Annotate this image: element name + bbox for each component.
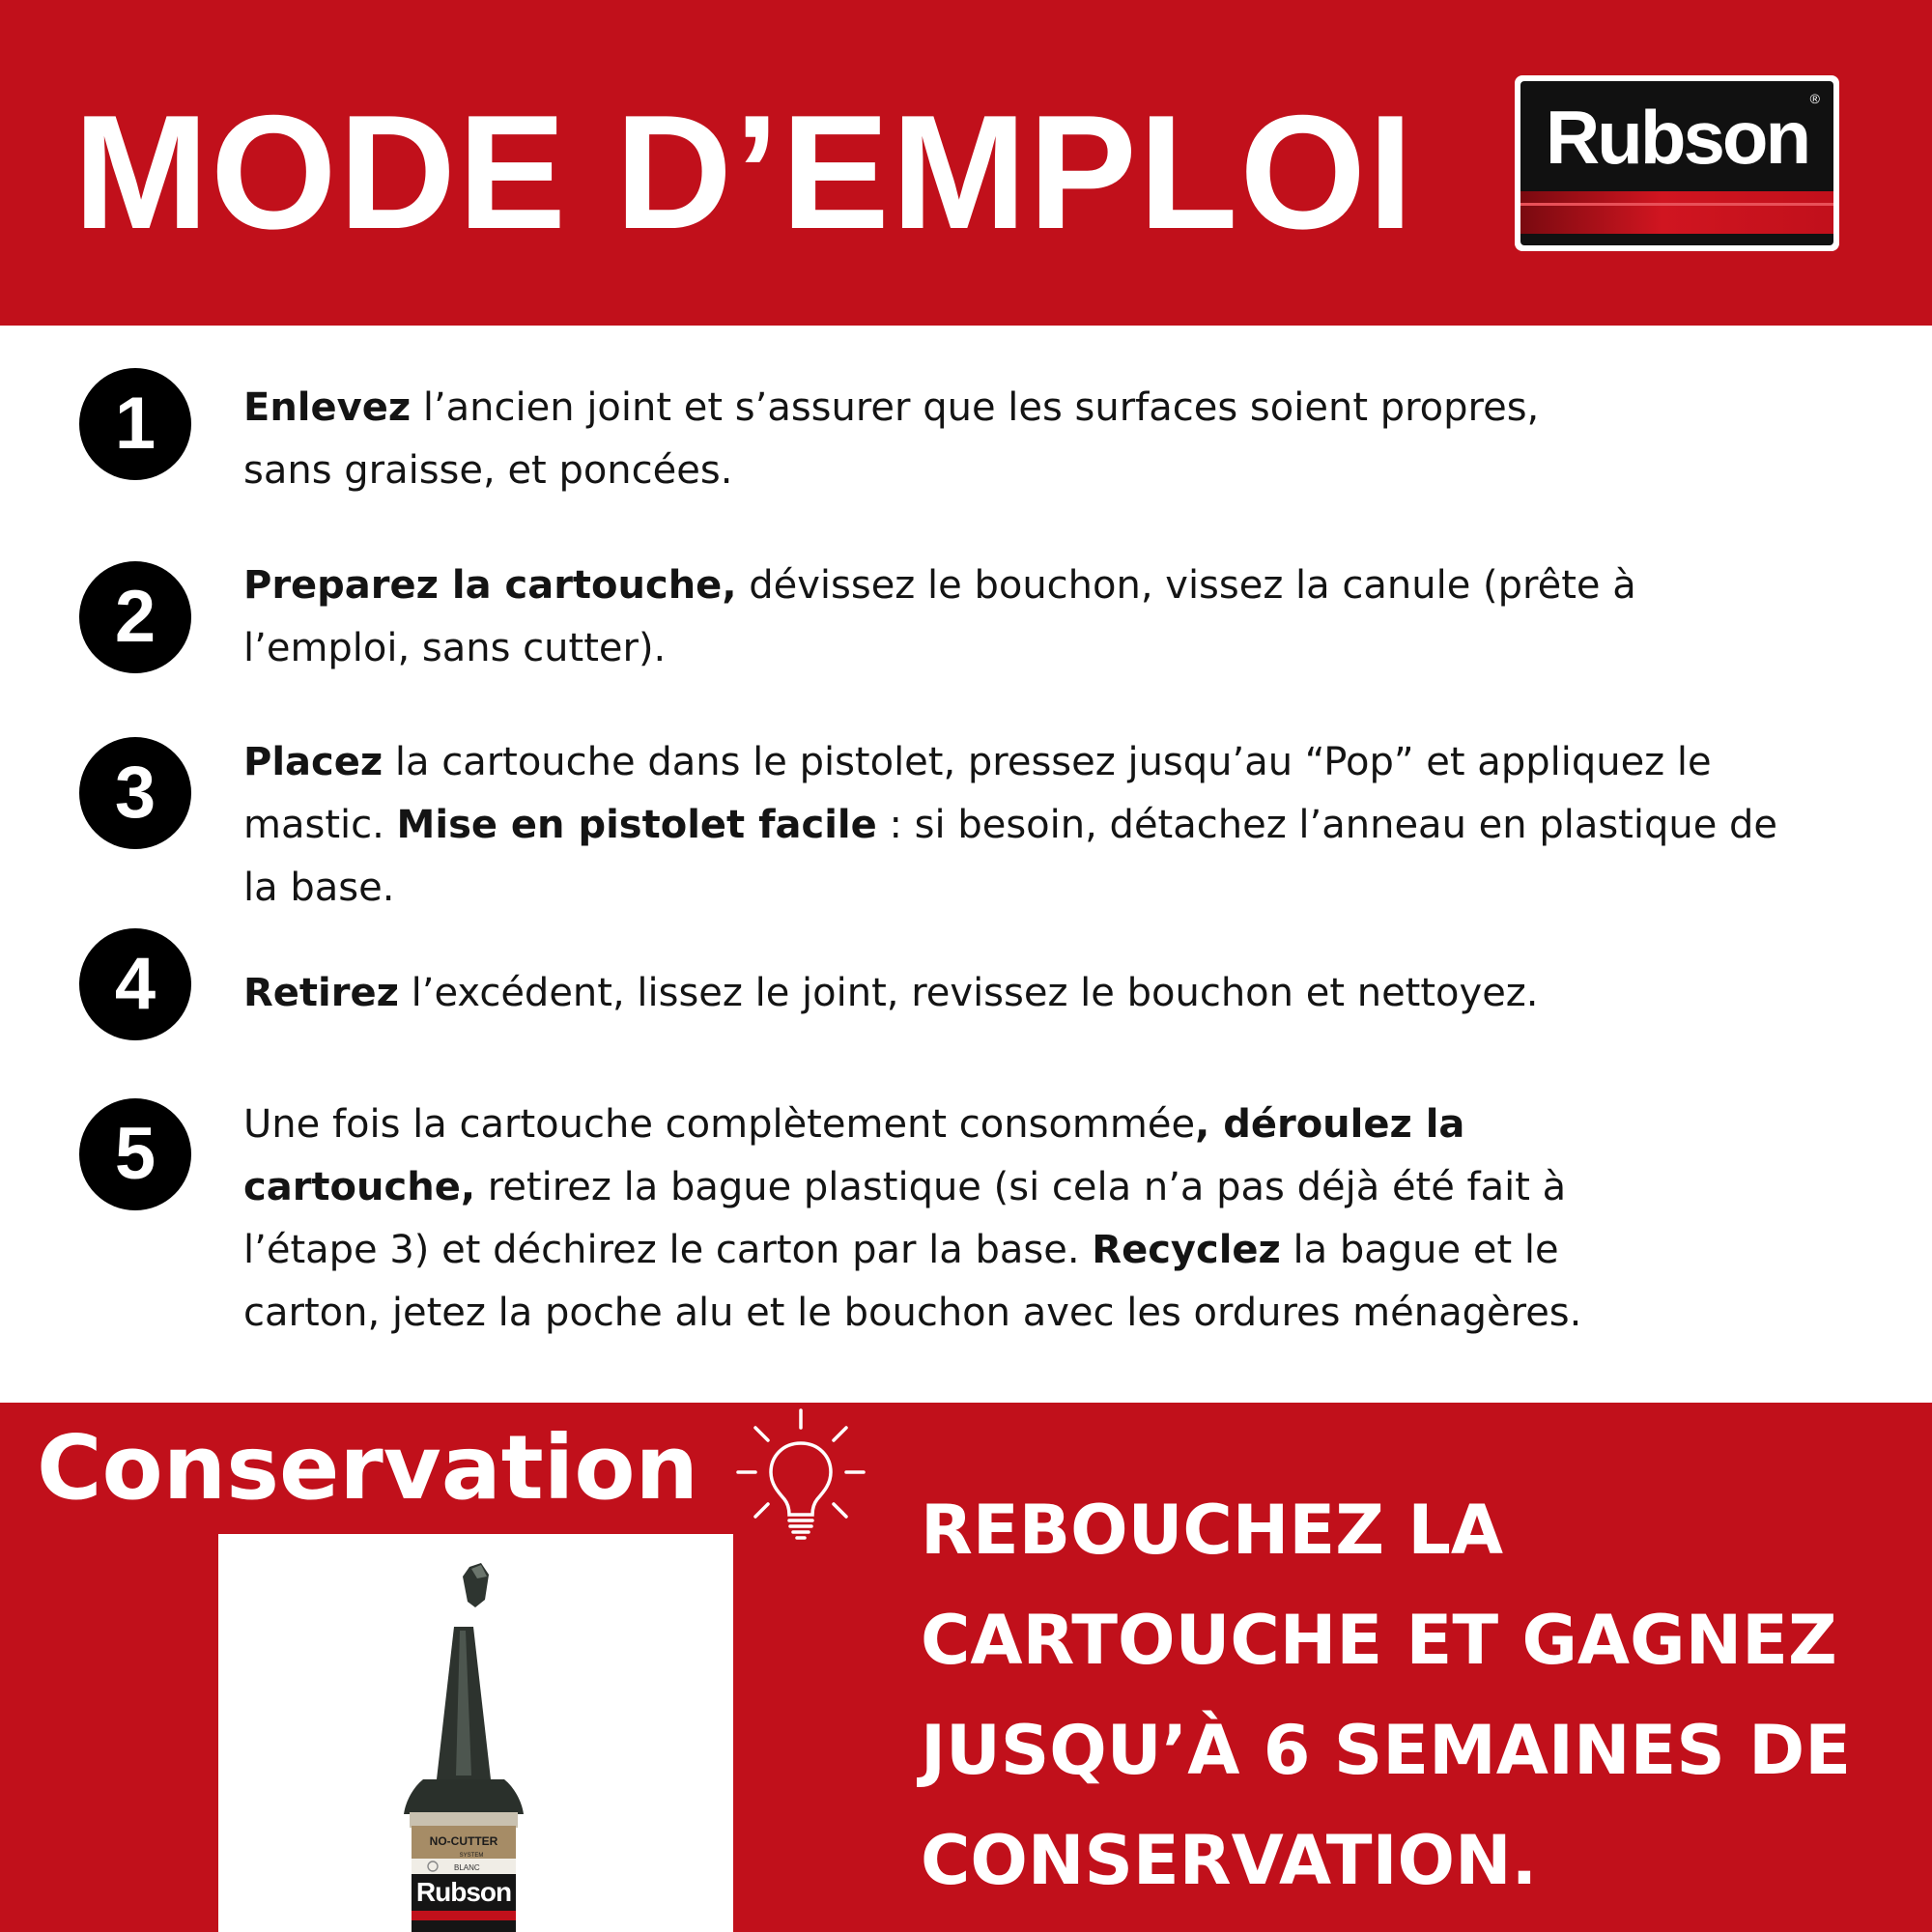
cartridge-band-label: NO-CUTTER (429, 1834, 498, 1848)
step-text (243, 1094, 1886, 1345)
step-text-segment: Une fois la cartouche complètement consommée (243, 1102, 1196, 1147)
conservation-message-line: REBOUCHEZ LA (921, 1491, 1504, 1570)
step-text-segment: carton, jetez la poche alu et le bouchon avec les ordures ménagères. (243, 1291, 1582, 1335)
conservation-message-line: CARTOUCHE ET GAGNEZ (921, 1601, 1837, 1680)
cartridge-brand: Rubson (415, 1877, 512, 1907)
cartridge-band-sublabel: SYSTEM (459, 1853, 484, 1859)
conservation-message-line: CONSERVATION. (921, 1821, 1538, 1900)
step-text-emphasis: Mise en pistolet facile (396, 803, 877, 847)
product-photo (218, 1534, 733, 1932)
step-text (243, 962, 1886, 1025)
step-text-emphasis: Retirez (243, 971, 399, 1015)
step-number-badge: 4 (79, 928, 191, 1040)
logo-wordmark: Rubson (1545, 95, 1809, 180)
step-number-badge: 2 (79, 561, 191, 673)
conservation-message-line: JUSQU’À 6 SEMAINES DE (921, 1711, 1852, 1790)
step-text-segment: la base. (243, 866, 395, 910)
logo-stripe-highlight (1520, 203, 1833, 206)
step-text (243, 554, 1886, 680)
step-text-emphasis: cartouche, (243, 1165, 476, 1209)
page-title: MODE D’EMPLOI (73, 81, 1415, 263)
lightbulb-icon (732, 1406, 869, 1544)
step-text (243, 377, 1886, 502)
conservation-message (921, 1475, 1916, 1916)
step-text-segment: retirez la bague plastique (si cela n’a pas déjà été fait à (475, 1165, 1567, 1209)
step-text-segment: sans graisse, et poncées. (243, 448, 733, 493)
step-text-segment: l’étape 3) et déchirez le carton par la base. (243, 1228, 1093, 1272)
step-text-emphasis: , déroulez la (1195, 1102, 1465, 1147)
step-text-segment: l’excédent, lissez le joint, revissez le bouchon et nettoyez. (398, 971, 1539, 1015)
step-text-segment: : si besoin, détachez l’anneau en plastique de (876, 803, 1778, 847)
logo-registered-mark: ® (1809, 91, 1820, 106)
step-text-emphasis: Recyclez (1092, 1228, 1281, 1272)
step-text-segment: dévissez le bouchon, vissez la canule (prête à (736, 563, 1636, 608)
conservation-title: Conservation (37, 1416, 699, 1520)
step-number-badge: 3 (79, 737, 191, 849)
logo-plate (1520, 81, 1833, 245)
logo-red-stripe (1520, 191, 1833, 234)
step-text-segment: la bague et le (1280, 1228, 1559, 1272)
step-text (243, 731, 1886, 920)
step-number-badge: 1 (79, 368, 191, 480)
step-number-badge: 5 (79, 1098, 191, 1210)
step-text-emphasis: Preparez la cartouche, (243, 563, 737, 608)
cartridge-illustration (218, 1534, 733, 1932)
rubson-logo (1515, 75, 1839, 251)
step-text-segment: l’ancien joint et s’assurer que les surfaces soient propres, (411, 385, 1540, 430)
step-text-segment: l’emploi, sans cutter). (243, 626, 667, 670)
step-text-segment: mastic. (243, 803, 397, 847)
step-text-emphasis: Placez (243, 740, 384, 784)
cartridge-color-label: BLANC (454, 1863, 480, 1872)
step-text-segment: la cartouche dans le pistolet, pressez jusqu’au “Pop” et appliquez le (383, 740, 1712, 784)
step-text-emphasis: Enlevez (243, 385, 412, 430)
